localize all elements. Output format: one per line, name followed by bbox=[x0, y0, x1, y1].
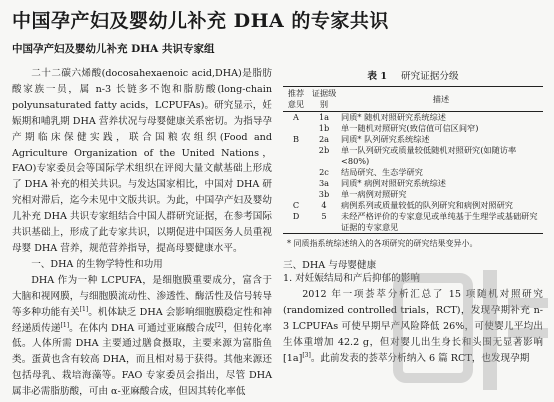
table-row bbox=[283, 112, 543, 124]
cell-recommendation bbox=[283, 167, 309, 178]
table-row bbox=[283, 200, 543, 211]
section-heading-3: 三、DHA 与母婴健康 bbox=[283, 260, 377, 271]
body-text: ，但转化率低。人体所需 DHA 主要通过膳食摄取，主要来源为富脂鱼类。蛋黄也含有较高 DHA，而且相对易于获得。其他来源还包括母乳、栽培海藻等。FAO 专家委员会指出，尽管 DHA 属非必需脂肪酸，可由 α-亚麻酸合成，但因其转化率低 bbox=[12, 322, 273, 398]
body-paragraph bbox=[12, 273, 272, 400]
cell-level: 1a bbox=[318, 112, 330, 122]
body-text: DHA 作为一种 LCPUFA，是细胞膜重要成分，富含于大脑和视网膜，与细胞膜流动性、渗透性、酶活性及信号转导等多种功能有关 bbox=[12, 274, 272, 318]
header-recommendation: 推荐意见 bbox=[287, 88, 305, 109]
table-caption bbox=[283, 68, 543, 82]
cell-level: 2c bbox=[319, 167, 329, 177]
cell-level: 3a bbox=[318, 178, 330, 188]
cell-recommendation: B bbox=[292, 134, 300, 144]
cell-description: 单一队列研究或质量较低随机对照研究(如随访率<80%) bbox=[341, 145, 517, 166]
table-row bbox=[283, 134, 543, 145]
cell-level: 2b bbox=[318, 145, 330, 155]
table-row bbox=[283, 123, 543, 134]
body-paragraph bbox=[283, 287, 543, 367]
cell-description: 单一随机对照研究(致信值可信区间窄) bbox=[341, 123, 479, 133]
paper-title: 中国孕产妇及婴幼儿补充 DHA 的专家共识 bbox=[12, 10, 389, 32]
evidence-table bbox=[283, 86, 543, 234]
table-row bbox=[283, 189, 543, 200]
intro-paragraph: 二十二碳六烯酸(docosahexaenoic acid,DHA)是脂肪酸家族一员，属 n-3 长链多不饱和脂肪酸(long-chain polyunsaturated fatty acids，LCPUFAs)。研究显示，妊娠期和哺乳期 DHA 营养状况与母婴健康关系密切。为指导孕产期临床保健实践，联合国粮农组织(Food and Agriculture Organization of the United Nations，FAO)专家委员会等国际学术组织在评阅大量文献基础上形成了 DHA 补充的相关共识。与发达国家相比，中国对 DHA 研究相对滞后，迄今未见中文版共识。为此，中国孕产妇及婴幼儿补充 DHA 共识专家组结合中国人群研究证据，在参考国际共识基础上，形成了此专家共识，以期促进中国医务人员重视母婴 DHA 营养，规范营养指导，提高母婴健康水平。 bbox=[12, 68, 272, 254]
right-column bbox=[283, 66, 543, 367]
body-text: 2012 年一项荟萃分析汇总了 15 项随机对照研究(randomized controlled trials，RCT)，发现孕期补充 n-3 LCPUFAs 可使早期早产风险降低 26%，可使婴儿平均出生体重增加 42.2 g，但对婴儿出生身长和头围无显著影响 bbox=[283, 289, 543, 348]
cell-level: 3b bbox=[318, 189, 330, 199]
cell-recommendation: D bbox=[292, 211, 300, 221]
body-text: 。机体缺乏 DHA 会影响细胞膜稳定性和神经递质传递 bbox=[12, 306, 273, 334]
table-header-row bbox=[283, 87, 543, 112]
citation: [1] bbox=[79, 305, 89, 313]
left-column bbox=[12, 66, 272, 400]
author-line: 中国孕产妇及婴幼儿补充 DHA 共识专家组 bbox=[12, 43, 215, 55]
section-heading-1: 一、DHA 的生物学特性和功用 bbox=[31, 258, 163, 270]
cell-description: 同质* 病例对照研究系统综述 bbox=[341, 178, 446, 188]
cell-recommendation: C bbox=[292, 200, 300, 210]
cell-recommendation bbox=[283, 123, 309, 134]
body-text: 。在体内 DHA 可通过亚麻酸合成 bbox=[69, 322, 215, 334]
cell-recommendation bbox=[283, 145, 309, 167]
cell-level: 5 bbox=[321, 211, 327, 221]
table-row bbox=[283, 167, 543, 178]
cell-recommendation: A bbox=[293, 112, 299, 122]
citation-level: [1a] bbox=[283, 353, 303, 364]
citation: [2] bbox=[214, 321, 224, 329]
table-title: 研究证据分级 bbox=[401, 71, 459, 82]
section-body bbox=[283, 271, 543, 367]
cell-recommendation bbox=[283, 178, 309, 189]
cell-description: 单一病例对照研究 bbox=[341, 189, 407, 199]
cell-description: 病例系列或质量较低的队列研究和病例对照研究 bbox=[341, 200, 513, 210]
cell-level: 1b bbox=[318, 123, 330, 133]
table-footnote: * 同质指系统综述纳入的各项研究的研究结果变异小。 bbox=[287, 239, 478, 248]
body-text: 。此前发表的荟萃分析纳入 6 篇 RCT，也发现孕期 bbox=[310, 353, 530, 364]
cell-description: 结局研究、生态学研究 bbox=[341, 167, 423, 177]
cell-description: 同质* 随机对照研究系统综述 bbox=[341, 112, 446, 122]
header-evidence-level: 证据级别 bbox=[311, 88, 337, 109]
subsection-heading: 1. 对妊娠结局和产后抑郁的影响 bbox=[283, 273, 420, 284]
table-row bbox=[283, 178, 543, 189]
table-row bbox=[283, 145, 543, 167]
citation: [3] bbox=[302, 351, 311, 359]
cell-level: 2a bbox=[318, 134, 330, 144]
cell-description: 同质* 队列研究系统综述 bbox=[341, 134, 430, 144]
table-number: 表 1 bbox=[367, 71, 388, 82]
cell-level: 4 bbox=[321, 200, 327, 210]
header-description: 描述 bbox=[432, 93, 450, 104]
table-row bbox=[283, 211, 543, 234]
cell-recommendation bbox=[283, 189, 309, 200]
citation: [1] bbox=[60, 321, 70, 329]
cell-description: 未经严格评价的专家意见或单纯基于生理学或基础研究证据的专家意见 bbox=[341, 211, 538, 232]
